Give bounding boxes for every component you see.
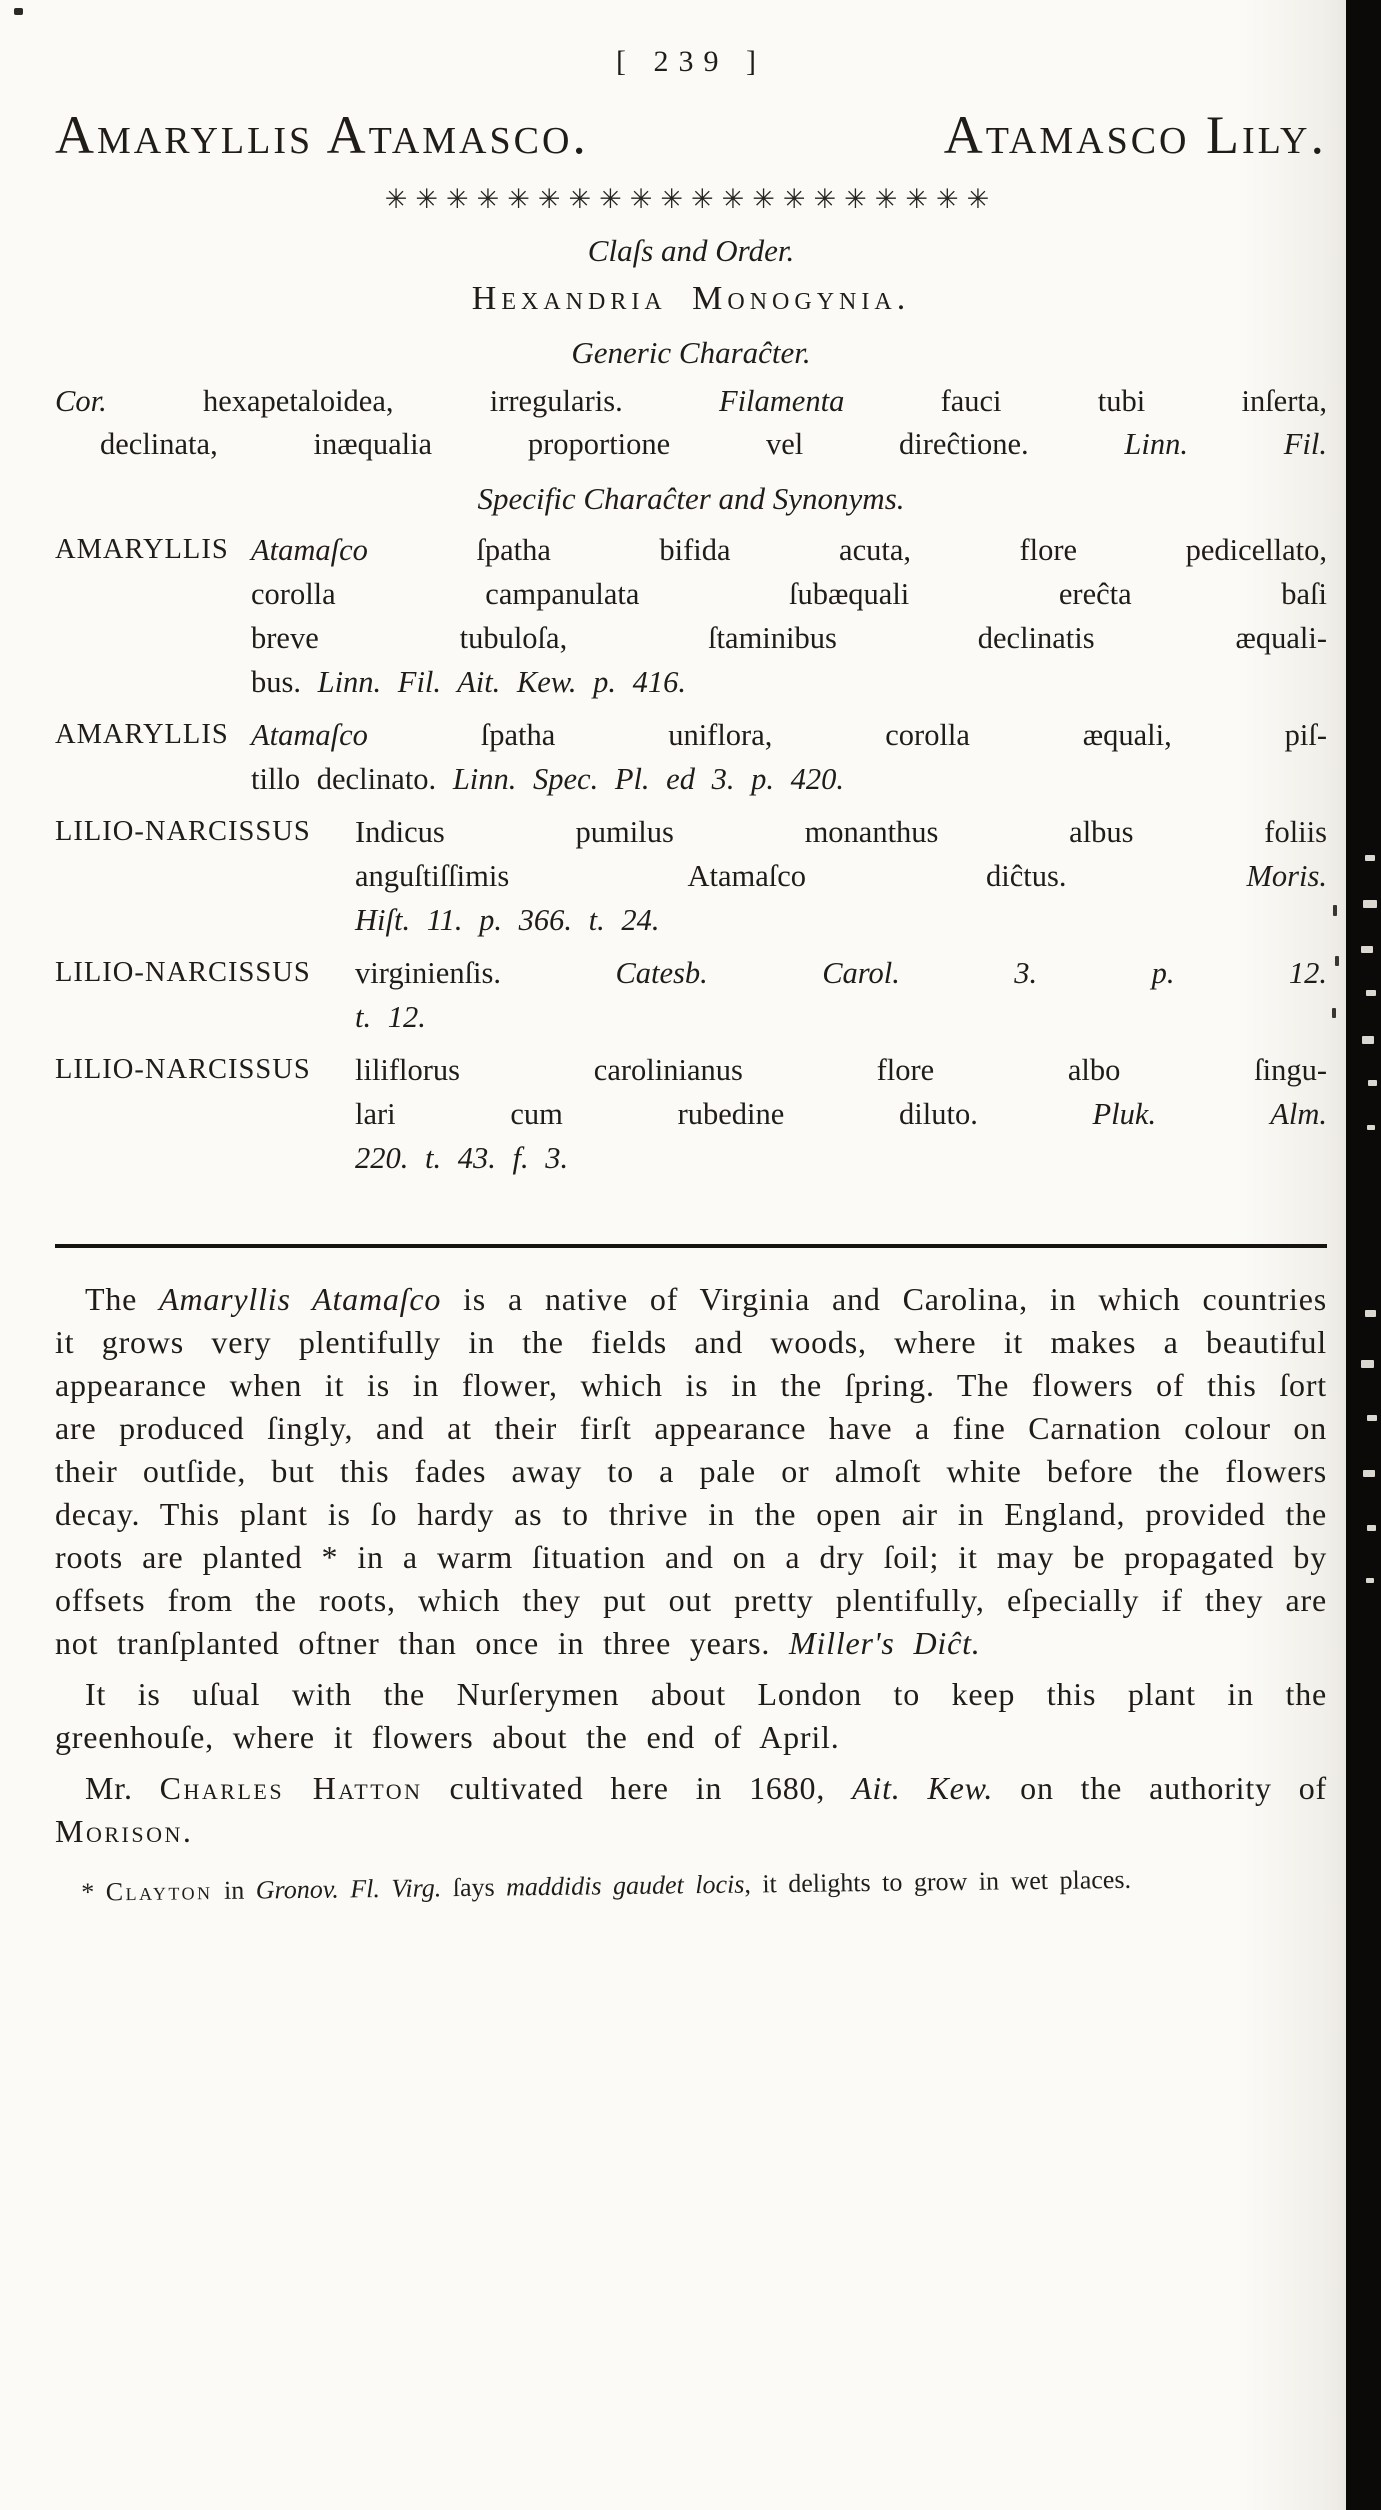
synonym-line: virginienſis. Catesb. Carol. 3. p. 12. [355,956,1328,990]
synonym-line: Indicus pumilus monanthus albus foliis [355,815,1327,849]
class-order-heading: Claſs and Order. [587,233,795,268]
scan-artifact [1365,855,1375,861]
scan-artifact [1366,990,1376,996]
specific-character-heading: Specific Charaĉter and Synonyms. [477,481,905,516]
synonym-line: lari cum rubedine diluto. Pluk. Alm. [355,1097,1327,1131]
scan-artifact [1363,900,1377,908]
synonym-line: t. 12. [355,1000,426,1034]
genus-label: LILIO-NARCISSUS [55,816,311,847]
synonym-entry [55,713,1327,801]
section-divider [55,1244,1327,1248]
scan-artifact [1361,946,1373,953]
scan-artifact [1366,1578,1374,1583]
scan-artifact [14,8,23,15]
title-english: Atamasco Lily. [943,105,1327,165]
generic-character-heading: Generic Charaĉter. [571,335,811,370]
scan-artifact [1367,1525,1376,1531]
scan-artifact [1332,1008,1336,1018]
synonym-text [355,810,1327,942]
scan-artifact [1362,1036,1374,1044]
generic-character-text [55,380,1327,466]
synonym-line: Atamaſco ſpatha bifida acuta, flore pedicellato, [251,533,1327,567]
page-title [55,102,1327,168]
genus-label: LILIO-NARCISSUS [55,1054,311,1085]
scan-artifact [1365,1310,1376,1317]
genus-label: AMARYLLIS [55,534,229,565]
synonym-line: 220. t. 43. f. 3. [355,1141,569,1175]
synonym-line: tillo declinato. Linn. Spec. Pl. ed 3. p. 420. [251,762,844,796]
scan-artifact [1367,1415,1377,1421]
generic-character-line: declinata, inæqualia proportione vel direĉtione. Linn. Fil. [100,427,1327,461]
class-order-value: Hexandria Monogynia. [471,280,911,317]
body-paragraph-3: Mr. Charles Hatton cultivated here in 1680, Ait. Kew. on the authority of Morison. [55,1770,1328,1849]
synonym-line: breve tubuloſa, ſtaminibus declinatis æquali- [251,621,1327,655]
scan-artifact [1333,905,1337,916]
synonym-entry [55,528,1327,704]
generic-character-line: Cor. hexapetaloidea, irregularis. Filamenta fauci tubi inſerta, [55,384,1328,418]
body-paragraph-2: It is uſual with the Nurſerymen about London to keep this plant in the greenhouſe, where it flowers about the end of April. [55,1676,1327,1755]
synonym-line: bus. Linn. Fil. Ait. Kew. p. 416. [251,665,687,699]
page-number: [ 239 ] [616,45,766,78]
synonym-line: anguſtiſſimis Atamaſco diĉtus. Moris. [355,859,1327,893]
genus-label: LILIO-NARCISSUS [55,957,311,988]
synonym-text [355,951,1327,1039]
title-latin: Amaryllis Atamasco. [55,105,589,165]
synonym-entry [55,1048,1327,1180]
scan-gutter-band [1346,0,1381,2510]
synonym-list [55,528,1327,1180]
synonym-line: Atamaſco ſpatha uniflora, corolla æquali, piſ- [251,718,1327,752]
ornament-row: ✳✳✳✳✳✳✳✳✳✳✳✳✳✳✳✳✳✳✳✳ [384,184,998,215]
book-page [55,42,1327,1910]
synonym-line: liliflorus carolinianus flore albo ſingu- [355,1053,1327,1087]
synonym-text [355,1048,1327,1180]
synonym-entry [55,951,1327,1039]
scan-artifact [1335,956,1339,966]
footnote: * Clayton in Gronov. Fl. Virg. ſays maddidis gaudet locis, it delights to grow in wet places. [81,1864,1132,1907]
body-paragraph-1: The Amaryllis Atamaſco is a native of Virginia and Carolina, in which countries it grows very plentifully in the fields and woods, where it makes a beautiful appearance when it is in flower, which is in the ſpring. The flowers of this ſort are produced ſingly, and at their firſt appearance have a fine Carnation colour on their outſide, but this fades away to a pale or almoſt white before the flowers decay. This plant is ſo hardy as to thrive in the open air in England, provided the roots are planted * in a warm ſituation and on a dry ſoil; it may be propagated by offsets from the roots, which they put out pretty plentifully, eſpecially if they are not tranſplanted oftner than once in three years. Miller's Diĉt. [55,1281,1328,1661]
synonym-entry [55,810,1327,942]
genus-label: AMARYLLIS [55,719,229,750]
scan-artifact [1368,1080,1377,1086]
synonym-line: corolla campanulata ſubæquali ereĉta baſi [251,577,1327,611]
synonym-line: Hiſt. 11. p. 366. t. 24. [355,903,660,937]
scan-artifact [1363,1470,1375,1477]
synonym-text [251,713,1327,801]
scan-artifact [1361,1360,1374,1368]
synonym-text [251,528,1327,704]
scan-artifact [1367,1125,1375,1130]
